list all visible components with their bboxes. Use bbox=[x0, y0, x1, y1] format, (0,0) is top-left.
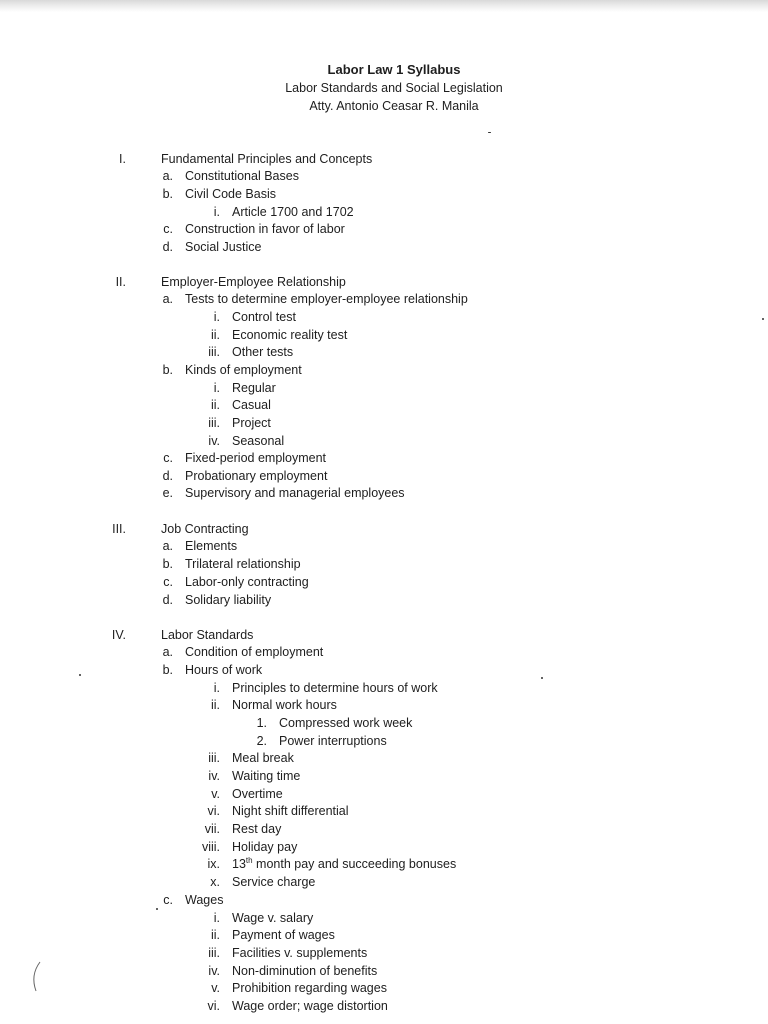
outline-text: Project bbox=[232, 416, 271, 430]
outline-text: Non-diminution of benefits bbox=[232, 964, 378, 978]
outline-text: Holiday pay bbox=[232, 840, 298, 854]
outline-marker: i. bbox=[213, 381, 220, 395]
outline-marker: b. bbox=[162, 187, 173, 201]
outline-text: Condition of employment bbox=[185, 645, 324, 659]
outline-text: Supervisory and managerial employees bbox=[185, 486, 405, 500]
outline-text: Construction in favor of labor bbox=[185, 222, 345, 236]
outline-item bbox=[0, 361, 768, 379]
outline-text: Probationary employment bbox=[185, 469, 328, 483]
outline-marker: a. bbox=[162, 292, 173, 306]
outline-marker: x. bbox=[210, 875, 220, 889]
outline-marker: iv. bbox=[208, 434, 220, 448]
outline-item bbox=[0, 785, 768, 803]
outline-text: Waiting time bbox=[232, 769, 301, 783]
outline-marker: v. bbox=[211, 981, 220, 995]
outline-marker: d. bbox=[162, 593, 173, 607]
outline-text: Trilateral relationship bbox=[185, 557, 301, 571]
outline-text: Labor Standards bbox=[161, 628, 254, 642]
outline-item bbox=[0, 203, 768, 221]
outline-text: Facilities v. supplements bbox=[232, 946, 368, 960]
outline-item bbox=[0, 467, 768, 485]
outline-item bbox=[0, 643, 768, 661]
outline-item bbox=[0, 326, 768, 344]
outline-item bbox=[0, 290, 768, 308]
outline-item bbox=[0, 520, 768, 538]
outline-marker: ix. bbox=[207, 857, 220, 871]
outline-item bbox=[0, 926, 768, 944]
outline-item bbox=[0, 838, 768, 856]
outline-item bbox=[0, 396, 768, 414]
outline-item bbox=[0, 537, 768, 555]
document-title: Labor Law 1 Syllabus bbox=[327, 62, 461, 77]
outline-item bbox=[0, 891, 768, 909]
outline-item bbox=[0, 855, 768, 873]
outline-item bbox=[0, 432, 768, 450]
outline-text: 13th month pay and succeeding bonuses bbox=[232, 856, 457, 871]
outline-text: Constitutional Bases bbox=[185, 169, 299, 183]
outline-marker: c. bbox=[163, 575, 173, 589]
outline-marker: iii. bbox=[208, 416, 220, 430]
outline-item bbox=[0, 238, 768, 256]
scan-speck bbox=[79, 674, 81, 676]
outline-marker: iii. bbox=[208, 345, 220, 359]
outline-marker: e. bbox=[162, 486, 173, 500]
outline-text: Regular bbox=[232, 381, 276, 395]
outline-text: Control test bbox=[232, 310, 296, 324]
outline-text: Elements bbox=[185, 539, 238, 553]
outline-text: Compressed work week bbox=[279, 716, 413, 730]
outline-item bbox=[0, 696, 768, 714]
outline-item bbox=[0, 379, 768, 397]
outline-item bbox=[0, 343, 768, 361]
outline-marker: b. bbox=[162, 557, 173, 571]
scan-speck bbox=[762, 318, 764, 320]
outline-item bbox=[0, 679, 768, 697]
outline-marker: ii. bbox=[210, 928, 220, 942]
outline-marker: i. bbox=[213, 681, 220, 695]
outline-marker: d. bbox=[162, 469, 173, 483]
outline-item bbox=[0, 802, 768, 820]
outline-text: Civil Code Basis bbox=[185, 187, 277, 201]
outline-marker: a. bbox=[162, 645, 173, 659]
outline-marker: ii. bbox=[210, 398, 220, 412]
outline-item bbox=[0, 626, 768, 644]
outline-text: Meal break bbox=[232, 751, 294, 765]
outline-marker: IV. bbox=[111, 628, 126, 642]
outline-text: Economic reality test bbox=[232, 328, 348, 342]
outline-marker: iv. bbox=[208, 769, 220, 783]
outline-marker: ii. bbox=[210, 328, 220, 342]
outline-text: Wage order; wage distortion bbox=[232, 999, 388, 1013]
outline-text: Job Contracting bbox=[161, 522, 249, 536]
outline-item bbox=[0, 185, 768, 203]
outline-item bbox=[0, 150, 768, 168]
outline-text: Principles to determine hours of work bbox=[232, 681, 438, 695]
outline-text: Wage v. salary bbox=[232, 911, 314, 925]
outline-text: Fundamental Principles and Concepts bbox=[161, 152, 373, 166]
outline-item bbox=[0, 308, 768, 326]
outline-marker: b. bbox=[162, 663, 173, 677]
outline-item bbox=[0, 732, 768, 750]
outline-marker: i. bbox=[213, 310, 220, 324]
outline-marker: a. bbox=[162, 169, 173, 183]
outline-text: Casual bbox=[232, 398, 271, 412]
outline-marker: 1. bbox=[256, 716, 267, 730]
outline-item bbox=[0, 484, 768, 502]
outline-marker: 2. bbox=[256, 734, 267, 748]
outline-item bbox=[0, 449, 768, 467]
outline-marker: vii. bbox=[204, 822, 220, 836]
outline-marker: viii. bbox=[201, 840, 220, 854]
outline-item bbox=[0, 573, 768, 591]
outline-text: Seasonal bbox=[232, 434, 285, 448]
outline-text: Service charge bbox=[232, 875, 316, 889]
scan-speck bbox=[156, 908, 158, 910]
scan-speck bbox=[541, 677, 543, 679]
outline-marker: III. bbox=[112, 522, 126, 536]
outline-text: Payment of wages bbox=[232, 928, 335, 942]
outline-marker: c. bbox=[163, 222, 173, 236]
outline-item bbox=[0, 979, 768, 997]
outline-marker: i. bbox=[213, 911, 220, 925]
outline-text: Overtime bbox=[232, 787, 283, 801]
outline-text: Rest day bbox=[232, 822, 282, 836]
outline-marker: vi. bbox=[207, 804, 220, 818]
document-subtitle: Labor Standards and Social Legislation bbox=[285, 81, 503, 95]
outline-item bbox=[0, 273, 768, 291]
outline-marker: II. bbox=[115, 275, 126, 289]
outline-item bbox=[0, 414, 768, 432]
outline-marker: iv. bbox=[208, 964, 220, 978]
outline-text: Tests to determine employer-employee relationship bbox=[185, 292, 468, 306]
outline-marker: b. bbox=[162, 363, 173, 377]
outline-text: Power interruptions bbox=[279, 734, 387, 748]
outline-marker: i. bbox=[213, 205, 220, 219]
outline-item bbox=[0, 555, 768, 573]
outline-marker: c. bbox=[163, 451, 173, 465]
outline-item bbox=[0, 220, 768, 238]
outline-text: Hours of work bbox=[185, 663, 263, 677]
outline-item bbox=[0, 997, 768, 1015]
scan-speck bbox=[488, 132, 491, 133]
outline-text: Fixed-period employment bbox=[185, 451, 327, 465]
outline-item bbox=[0, 909, 768, 927]
outline-marker: I. bbox=[119, 152, 126, 166]
outline-marker: v. bbox=[211, 787, 220, 801]
outline-item bbox=[0, 591, 768, 609]
outline-text: Prohibition regarding wages bbox=[232, 981, 387, 995]
outline-item bbox=[0, 767, 768, 785]
outline-marker: c. bbox=[163, 893, 173, 907]
outline-text: Social Justice bbox=[185, 240, 262, 254]
outline-text: Night shift differential bbox=[232, 804, 349, 818]
outline-marker: iii. bbox=[208, 946, 220, 960]
outline-marker: vi. bbox=[207, 999, 220, 1013]
outline-item bbox=[0, 944, 768, 962]
outline-item bbox=[0, 714, 768, 732]
outline-item bbox=[0, 167, 768, 185]
outline-marker: iii. bbox=[208, 751, 220, 765]
outline-item bbox=[0, 873, 768, 891]
outline-text: Labor-only contracting bbox=[185, 575, 309, 589]
outline-text: Kinds of employment bbox=[185, 363, 302, 377]
outline-text: Other tests bbox=[232, 345, 294, 359]
outline-item bbox=[0, 661, 768, 679]
outline-text: Employer-Employee Relationship bbox=[161, 275, 346, 289]
outline-text: Wages bbox=[185, 893, 224, 907]
document-author: Atty. Antonio Ceasar R. Manila bbox=[309, 99, 479, 113]
outline-text: Article 1700 and 1702 bbox=[232, 205, 354, 219]
outline-item bbox=[0, 962, 768, 980]
pen-mark bbox=[28, 960, 44, 994]
outline-marker: ii. bbox=[210, 698, 220, 712]
scan-edge bbox=[0, 0, 768, 12]
outline-text: Normal work hours bbox=[232, 698, 337, 712]
outline-text: Solidary liability bbox=[185, 593, 272, 607]
outline-item bbox=[0, 749, 768, 767]
outline-marker: a. bbox=[162, 539, 173, 553]
outline-marker: d. bbox=[162, 240, 173, 254]
outline-item bbox=[0, 820, 768, 838]
